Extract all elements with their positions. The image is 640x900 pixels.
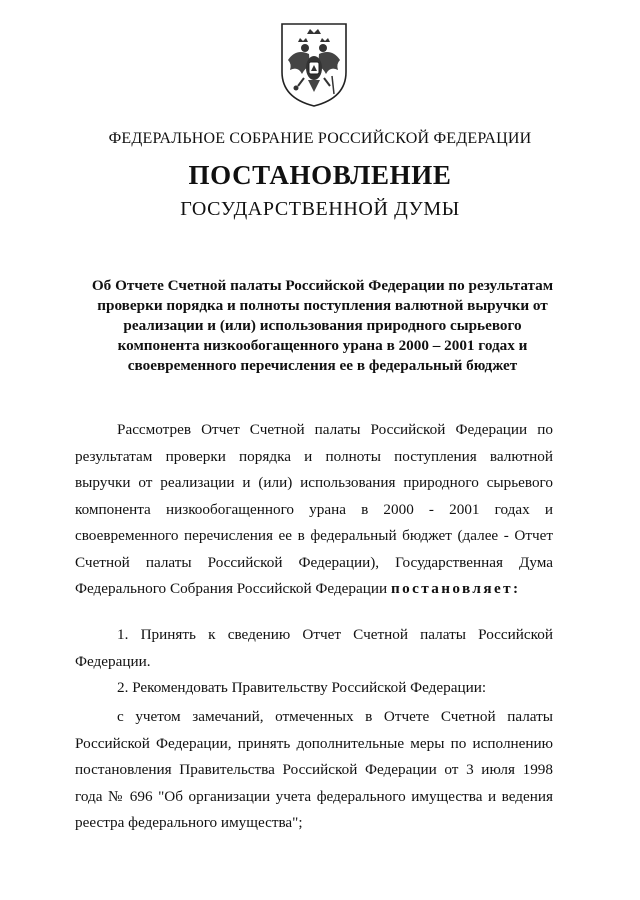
item-2-paragraph: 2. Рекомендовать Правительству Российской Федерации: — [117, 679, 487, 696]
document-issuer: ГОСУДАРСТВЕННОЙ ДУМЫ — [180, 198, 460, 220]
item-2-subparagraph: с учетом замечаний, отмеченных в Отчете Счетной палаты Российской Федерации, принять дополнительные меры по исполнению постановления Правительства Российской Федерации от 3 июля 1998 года № 696 "Об организации учета федерального имущества и ведения реестра федерального имущества"; — [75, 708, 553, 831]
organization-title: ФЕДЕРАЛЬНОЕ СОБРАНИЕ РОССИЙСКОЙ ФЕДЕРАЦИИ — [108, 130, 532, 147]
preamble-text: Рассмотрев Отчет Счетной палаты Российской Федерации по результатам проверки порядка и полноты поступления валютной выручки от реализации и (или) использования природного сырьевого компонента низкообогащенного урана в 2000 - 2001 годах и своевременного перечисления ее в федеральный бюджет (далее - Отчет Счетной палаты Российской Федерации), Государственная Дума Федерального Собрания Российской Федерации — [75, 421, 553, 597]
document-subject: Об Отчете Счетной палаты Российской Федерации по результатам проверки порядка и полноты поступления валютной выручки от реализации и (или) использования природного сырьевого компонента низкообогащенного урана в 2000 – 2001 годах и своевременного перечисления ее в федеральный бюджет — [91, 277, 554, 374]
item-1-paragraph: 1. Принять к сведению Отчет Счетной палаты Российской Федерации. — [75, 626, 553, 670]
state-emblem-icon — [278, 20, 350, 108]
document-type: ПОСТАНОВЛЕНИЕ — [188, 160, 452, 190]
preamble-paragraph — [75, 417, 553, 603]
decree-word: постановляет: — [390, 580, 521, 597]
